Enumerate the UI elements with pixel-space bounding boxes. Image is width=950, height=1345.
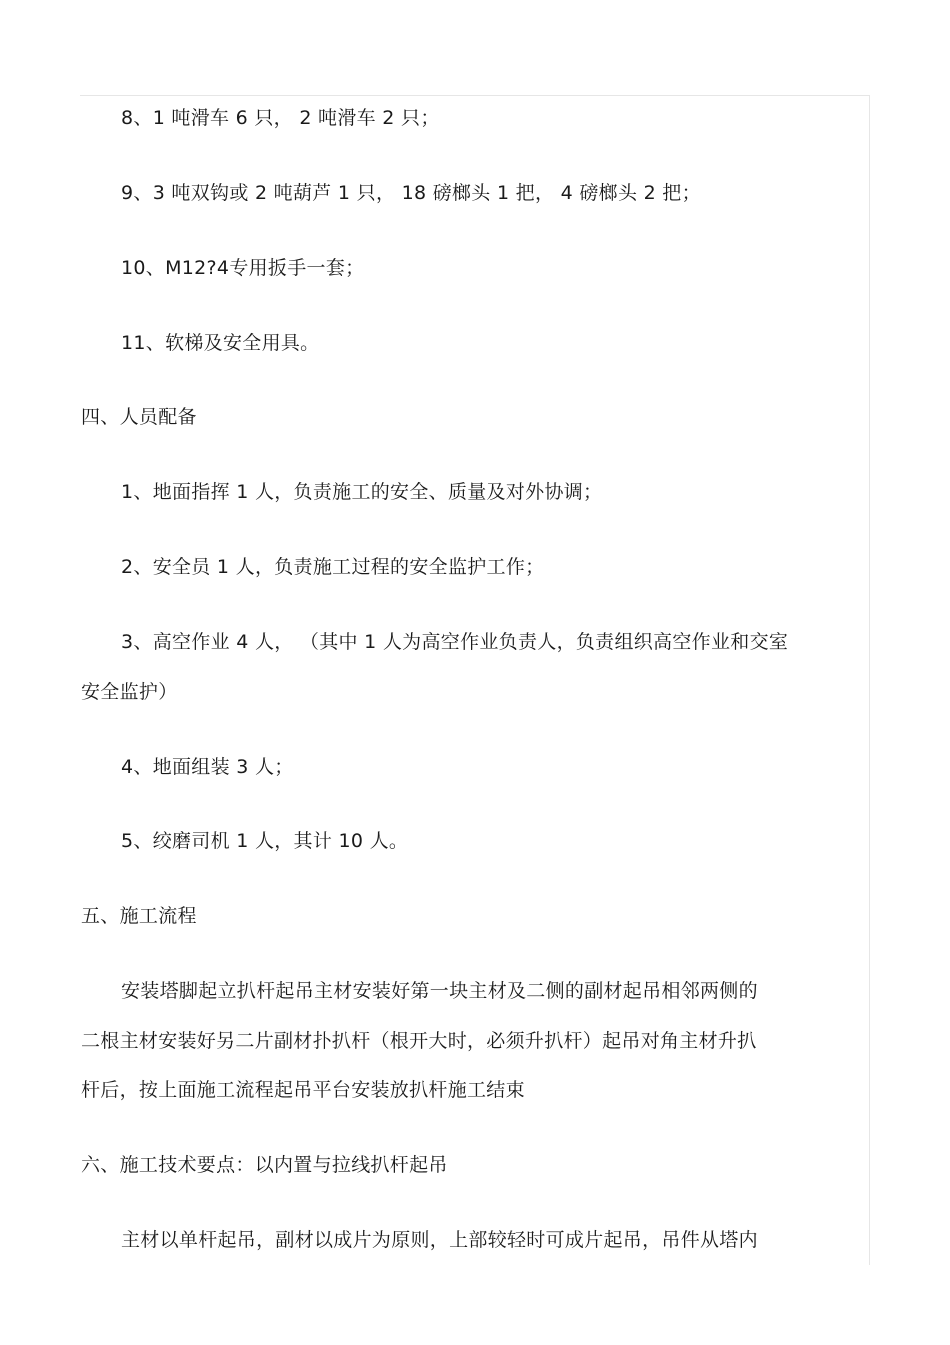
process-paragraph-line-3: 杆后，按上面施工流程起吊平台安装放扒杆施工结束 bbox=[81, 1079, 525, 1101]
section-heading-process: 五、施工流程 bbox=[81, 905, 197, 927]
section-heading-technical: 六、施工技术要点：以内置与拉线扒杆起吊 bbox=[81, 1154, 448, 1176]
staff-item-3-line-2: 安全监护） bbox=[81, 681, 178, 703]
process-paragraph-line-1: 安装塔脚起立扒杆起吊主材安装好第一块主材及二侧的副材起吊相邻两侧的 bbox=[121, 980, 758, 1002]
staff-item-5: 5、绞磨司机 1 人，其计 10 人。 bbox=[121, 830, 409, 852]
staff-item-2: 2、安全员 1 人，负责施工过程的安全监护工作； bbox=[121, 556, 545, 578]
tool-item-11: 11、软梯及安全用具。 bbox=[121, 332, 320, 354]
tool-item-8: 8、1 吨滑车 6 只， 2 吨滑车 2 只； bbox=[121, 107, 440, 129]
section-heading-staffing: 四、人员配备 bbox=[81, 406, 197, 428]
technical-paragraph-line-1: 主材以单杆起吊，副材以成片为原则，上部较轻时可成片起吊，吊件从塔内 bbox=[121, 1229, 758, 1251]
staff-item-1: 1、地面指挥 1 人，负责施工的安全、质量及对外协调； bbox=[121, 481, 603, 503]
staff-item-4: 4、地面组装 3 人； bbox=[121, 756, 294, 778]
tool-item-10: 10、M12?4专用扳手一套； bbox=[121, 257, 365, 279]
process-paragraph-line-2: 二根主材安装好另二片副材扑扒杆（根开大时，必须升扒杆）起吊对角主材升扒 bbox=[81, 1030, 757, 1052]
staff-item-3-line-1: 3、高空作业 4 人， （其中 1 人为高空作业负责人，负责组织高空作业和交室 bbox=[121, 631, 789, 653]
tool-item-9: 9、3 吨双钩或 2 吨葫芦 1 只， 18 磅榔头 1 把， 4 磅榔头 2 把； bbox=[121, 182, 701, 204]
